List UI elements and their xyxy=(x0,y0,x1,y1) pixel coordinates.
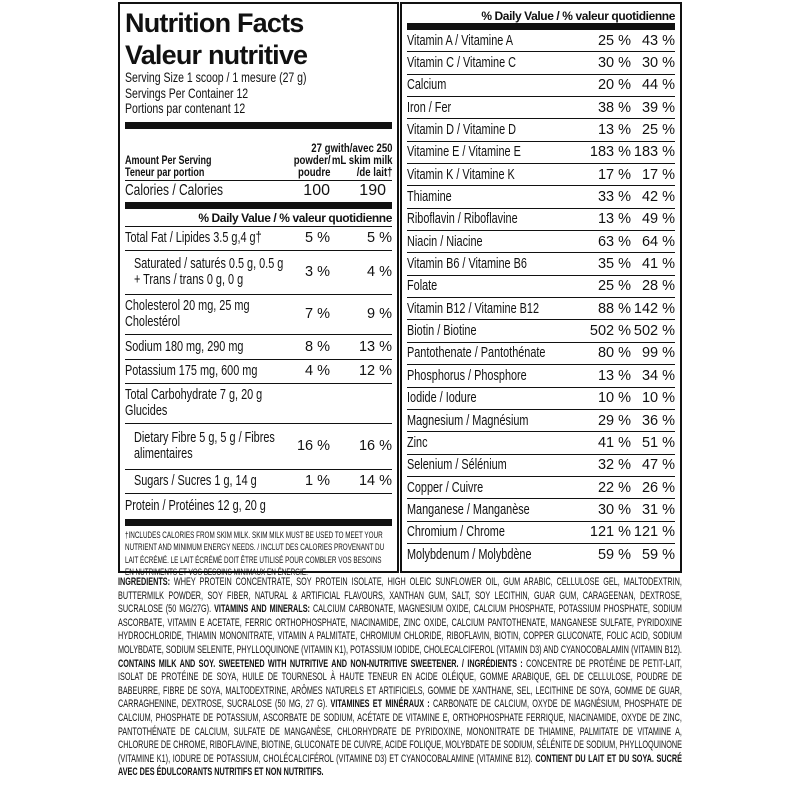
nutrient-row xyxy=(125,295,392,335)
dv-powder: 30 % xyxy=(597,55,631,72)
dv-with-milk: 13 % xyxy=(358,338,392,355)
dv-powder: 8 % xyxy=(305,338,330,355)
dv-with-milk: 47 % xyxy=(641,457,675,474)
nutrient-label: Saturated / saturés 0.5 g, 0.5 g + Trans / trans 0 g, 0 g xyxy=(134,256,284,288)
nutrient-row xyxy=(125,384,392,424)
right-daily-value-header: % Daily Value / % valeur quotidienne xyxy=(407,4,675,30)
dv-with-milk: 502 % xyxy=(633,323,675,340)
amount-per-serving: Amount Per Serving xyxy=(125,152,212,167)
calories-label: Calories / Calories xyxy=(125,182,224,199)
dv-powder: 30 % xyxy=(597,501,631,518)
vitamin-label: Niacin / Niacine xyxy=(407,233,483,250)
vitamin-row xyxy=(407,388,675,410)
vitamin-row xyxy=(407,522,675,544)
dv-with-milk: 9 % xyxy=(367,306,392,322)
dv-powder: 1 % xyxy=(305,473,330,489)
dv-powder: 80 % xyxy=(597,345,631,362)
dv-with-milk: 31 % xyxy=(641,501,675,518)
ingredients-heading: CONTIENT DU LAIT ET DU SOYA. SUCRÉ AVEC DES ÉDULCORANTS NUTRITIFS ET NON NUTRITIFS. xyxy=(118,752,682,779)
vitamin-label: Selenium / Sélénium xyxy=(407,457,507,474)
dv-with-milk: 14 % xyxy=(358,473,392,489)
ingredients-heading: VITAMINES ET MINÉRAUX : xyxy=(330,698,434,711)
dv-with-milk: 59 % xyxy=(641,547,675,564)
dv-with-milk: 183 % xyxy=(633,144,675,161)
dv-powder: 4 % xyxy=(305,363,330,379)
nutrition-facts-right-panel xyxy=(400,2,682,573)
nutrient-row xyxy=(125,335,392,360)
vitamin-row xyxy=(407,544,675,566)
nutrient-label: Potassium 175 mg, 600 mg xyxy=(125,363,258,379)
vitamin-label: Manganese / Manganèse xyxy=(407,501,530,518)
vitamin-label: Chromium / Chrome xyxy=(407,524,505,541)
vitamin-row xyxy=(407,499,675,521)
dv-with-milk: 10 % xyxy=(641,390,675,407)
vitamin-row xyxy=(407,455,675,477)
vitamin-row xyxy=(407,164,675,186)
dv-with-milk: 36 % xyxy=(641,412,675,429)
vitamin-label: Magnesium / Magnésium xyxy=(407,412,529,429)
nutrient-label: Protein / Protéines 12 g, 20 g xyxy=(125,497,266,514)
ingredients-list: WHEY PROTEIN CONCENTRATE, SOY PROTEIN ISOLATE, HIGH OLEIC SUNFLOWER OIL, GUM ARABIC, CELLULOSE GEL, MALTODEXTRIN, BUTTERMILK POWDER, SOY FIBER, NATURAL & ARTIFICIAL FLAVOURS, XANTHAN GUM, SALT, SOY LECITHIN, GUAR GUM, CARAGEENAN, DEXTROSE, SUCRALOSE (50 MG/27G). xyxy=(118,576,682,616)
vitamin-label: Vitamine E / Vitamine E xyxy=(407,144,521,161)
dv-with-milk: 34 % xyxy=(641,367,675,384)
dv-powder: 25 % xyxy=(597,32,631,49)
dv-powder: 7 % xyxy=(305,306,330,322)
dv-powder: 63 % xyxy=(597,233,631,250)
dv-with-milk: 142 % xyxy=(633,300,675,317)
dv-powder: 20 % xyxy=(597,77,631,94)
ingredients-list: CARBONATE DE CALCIUM, OXYDE DE MAGNÉSIUM, PHOSPHATE DE CALCIUM, PHOSPHATE DE POTASSIUM, ASCORBATE DE SODIUM, ACÉTATE DE VITAMINE E, ORTHOPHOSPHATE FERRIQUE, NIACINAMIDE, OXYDE DE ZINC, PANTOTHÉNATE DE CALCIUM, SULFATE DE MANGANÈSE, CHLORHYDRATE DE PYRIDOXINE, MONONITRATE DE THIAMINE, PALMITATE DE VITAMINE A, CHLORURE DE CHROME, RIBOFLAVINE, BIOTINE, GLUCONATE DE CUIVRE, ACIDE FOLIQUE, MOLYBDATE DE SODIUM, SÉLÉNITE DE SODIUM, PHYLLOQUINONE (VITAMINE K1), IODURE DE POTASSIUM, CHOLÉCALCIFÉROL (VITAMINE D3) ET CYANOCOBALAMINE (VITAMINE B12). xyxy=(118,698,682,765)
vitamin-row xyxy=(407,365,675,387)
dv-with-milk: 4 % xyxy=(367,264,392,280)
nutrient-row xyxy=(125,494,392,518)
vitamin-row xyxy=(407,320,675,342)
dv-powder: 16 % xyxy=(296,438,330,454)
dv-with-milk: 5 % xyxy=(367,230,392,246)
dv-powder: 25 % xyxy=(597,278,631,295)
dv-powder: 502 % xyxy=(589,323,631,340)
nutrient-label: Dietary Fibre 5 g, 5 g / Fibres alimentaires xyxy=(134,430,275,462)
dv-with-milk: 28 % xyxy=(641,278,675,295)
vitamin-label: Molybdenum / Molybdène xyxy=(407,547,532,564)
nutrient-label: Total Carbohydrate 7 g, 20 g Glucides xyxy=(125,387,263,419)
vitamin-row xyxy=(407,231,675,253)
ingredients-text xyxy=(118,576,682,780)
ingredients-list: CALCIUM CARBONATE, MAGNESIUM OXIDE, CALCIUM PHOSPHATE, POTASSIUM PHOSPHATE, SODIUM ASCORBATE, VITAMIN E ACETATE, FERRIC ORTHOPHOSPHATE, NIACINAMIDE, ZINC OXIDE, CALCIUM PANTOTHENATE, MANGANESE SULFATE, PYRIDOXINE HYDROCHLORIDE, THIAMIN MONONITRATE, VITAMIN A PALMITATE, CHROMIUM CHLORIDE, RIBOFLAVIN, BIOTIN, COPPER GLUCONATE, FOLIC ACID, SODIUM MOLYBDATE, SODIUM SELENITE, PHYLLOQUINONE (VITAMIN K1), POTASSIUM IODIDE, CHOLECALCIFEROL (VITAMIN D3) AND CYANOCOBALAMIN (VITAMIN B12). xyxy=(118,603,682,656)
vitamin-label: Vitamin A / Vitamine A xyxy=(407,32,513,49)
nutrient-label: Total Fat / Lipides 3.5 g,4 g† xyxy=(125,230,262,246)
dv-with-milk: 26 % xyxy=(641,479,675,496)
vitamin-row xyxy=(407,97,675,119)
vitamin-row xyxy=(407,75,675,97)
vitamin-label: Vitamin B6 / Vitamine B6 xyxy=(407,256,527,273)
dv-powder: 35 % xyxy=(597,256,631,273)
calories-with-milk: 190 xyxy=(359,182,386,199)
vitamin-label: Zinc xyxy=(407,434,428,451)
dv-with-milk: 30 % xyxy=(641,55,675,72)
column-header xyxy=(125,129,392,181)
ingredients-heading: INGREDIENTS: xyxy=(118,576,174,588)
dv-with-milk: 99 % xyxy=(641,345,675,362)
dv-powder: 13 % xyxy=(597,367,631,384)
vitamin-row xyxy=(407,30,675,52)
vitamin-label: Iodide / Iodure xyxy=(407,390,477,407)
dv-powder: 10 % xyxy=(597,390,631,407)
teneur-par-portion: Teneur par portion xyxy=(125,164,205,179)
vitamin-label: Riboflavin / Riboflavine xyxy=(407,211,518,228)
footnote: †INCLUDES CALORIES FROM SKIM MILK. SKIM MILK MUST BE USED TO MEET YOUR NUTRIENT AND MINIMUM ENERGY NEEDS. / INCLUT DES CALORIES PROVENANT DU LAIT ÉCRÉMÉ. LE LAIT ÉCRÉMÉ DOIT ÊTRE UTILISÉ POUR COMBLER VOS BESOINS EN NUTRIMENTS ET VOS BESOINS MINIMAUX EN ÉNERGIE. xyxy=(125,529,385,578)
calories-powder: 100 xyxy=(303,182,330,199)
dv-powder: 29 % xyxy=(597,412,631,429)
dv-powder: 33 % xyxy=(597,189,631,206)
nutrient-row xyxy=(125,424,392,470)
vitamin-row xyxy=(407,432,675,454)
dv-powder: 88 % xyxy=(597,300,631,317)
nutrient-label: Cholesterol 20 mg, 25 mg Cholestérol xyxy=(125,298,250,330)
dv-powder: 32 % xyxy=(597,457,631,474)
vitamin-label: Pantothenate / Pantothénate xyxy=(407,345,546,362)
calories-row xyxy=(125,181,392,209)
dv-with-milk: 42 % xyxy=(641,189,675,206)
ingredients-block xyxy=(118,576,682,798)
dv-powder: 3 % xyxy=(305,264,330,280)
vitamin-label: Copper / Cuivre xyxy=(407,479,484,496)
nutrient-label: Sodium 180 mg, 290 mg xyxy=(125,338,244,355)
vitamin-label: Thiamine xyxy=(407,189,452,206)
vitamin-row xyxy=(407,410,675,432)
dv-with-milk: 64 % xyxy=(641,233,675,250)
vitamin-row xyxy=(407,343,675,365)
dv-with-milk: 25 % xyxy=(641,122,675,139)
dv-powder: 5 % xyxy=(305,230,330,246)
vitamin-label: Folate xyxy=(407,278,438,295)
dv-with-milk: 39 % xyxy=(641,99,675,116)
daily-value-header: % Daily Value / % valeur quotidienne xyxy=(125,209,392,227)
servings-per-container: Servings Per Container 12 xyxy=(125,84,249,101)
vitamin-label: Vitamin D / Vitamine D xyxy=(407,122,516,139)
dv-powder: 183 % xyxy=(589,144,631,161)
dv-with-milk: 41 % xyxy=(641,256,675,273)
vitamin-row xyxy=(407,119,675,141)
vitamin-row xyxy=(407,253,675,275)
vitamin-label: Vitamin B12 / Vitamine B12 xyxy=(407,300,539,317)
vitamin-label: Biotin / Biotine xyxy=(407,323,477,340)
title-fr: Valeur nutritive xyxy=(125,40,308,70)
nutrient-row xyxy=(125,470,392,494)
nutrient-label: Sugars / Sucres 1 g, 14 g xyxy=(134,473,257,489)
dv-powder: 22 % xyxy=(597,479,631,496)
title-en: Nutrition Facts xyxy=(125,8,304,38)
ingredients-heading: CONTAINS MILK AND SOY. SWEETENED WITH NUTRITIVE AND NON-NUTRITIVE SWEETENER. / INGRÉDIENTS : xyxy=(118,657,527,670)
vitamin-row xyxy=(407,209,675,231)
vitamin-label: Vitamin C / Vitamine C xyxy=(407,55,516,72)
vitamin-label: Calcium xyxy=(407,77,447,94)
dv-powder: 13 % xyxy=(597,122,631,139)
dv-powder: 38 % xyxy=(597,99,631,116)
dv-with-milk: 16 % xyxy=(358,438,392,454)
portions-per-container: Portions par contenant 12 xyxy=(125,100,246,116)
nutrient-row xyxy=(125,360,392,384)
vitamin-row xyxy=(407,186,675,208)
dv-powder: 59 % xyxy=(597,547,631,564)
serving-size: Serving Size 1 scoop / 1 mesure (27 g) xyxy=(125,69,307,85)
vitamin-label: Iron / Fer xyxy=(407,99,452,116)
vitamin-row xyxy=(407,276,675,298)
vitamin-row xyxy=(407,298,675,320)
dv-with-milk: 121 % xyxy=(633,524,675,541)
vitamin-row xyxy=(407,52,675,74)
vitamin-label: Phosphorus / Phosphore xyxy=(407,367,527,384)
vitamin-row xyxy=(407,477,675,499)
dv-with-milk: 43 % xyxy=(641,32,675,49)
dv-powder: 17 % xyxy=(597,166,631,183)
dv-powder: 41 % xyxy=(597,434,631,451)
dv-with-milk: 44 % xyxy=(641,77,675,94)
nutrient-row xyxy=(125,251,392,295)
nutrition-facts-left-panel xyxy=(118,2,399,578)
dv-with-milk: 17 % xyxy=(641,166,675,183)
vitamin-label: Vitamin K / Vitamine K xyxy=(407,166,515,183)
vitamin-row xyxy=(407,142,675,164)
col-powder: 27 g powder/ poudre xyxy=(293,140,330,179)
dv-with-milk: 49 % xyxy=(641,211,675,228)
dv-with-milk: 51 % xyxy=(641,434,675,451)
dv-with-milk: 12 % xyxy=(358,363,392,379)
dv-powder: 121 % xyxy=(589,524,631,541)
ingredients-list: CONCENTRE DE PROTÉINE DE PETIT-LAIT, ISOLAT DE PROTÉINE DE SOYA, HUILE DE TOURNESOL À HAUTE TENEUR EN ACIDE OLÉIQUE, GOMME ARABIQUE, GEL DE CELLULOSE, POUDRE DE BABEURRE, FIBRE DE SOYA, MALTODEXTRINE, ARÔMES NATURELS ET ARTIFICIELS, GOMME DE XANTHANE, SEL, LECITHINE DE SOYA, GOMME DE GUAR, CARRAGHENINE, DEXTROSE, SUCRALOSE (50 MG, 27 G). xyxy=(118,657,682,711)
nutrient-row xyxy=(125,227,392,251)
col-with-milk: with/avec 250 mL skim milk /de lait† xyxy=(330,140,392,179)
ingredients-heading: VITAMINS AND MINERALS: xyxy=(214,603,313,616)
dv-powder: 13 % xyxy=(597,211,631,228)
